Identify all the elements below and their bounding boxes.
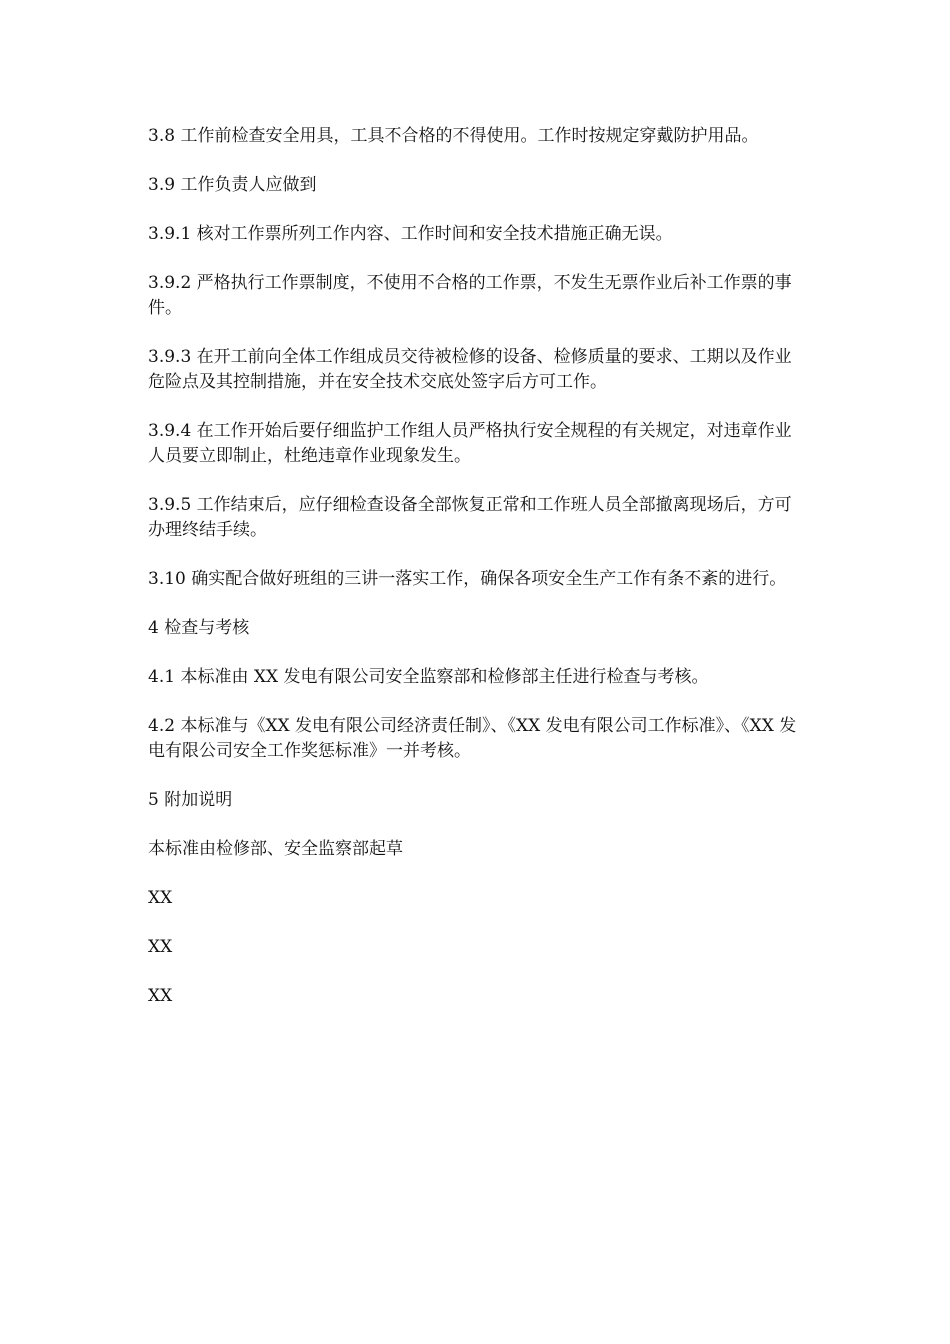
clause-3-9-1: 3.9.1 核对工作票所列工作内容、工作时间和安全技术措施正确无误。 — [148, 224, 673, 244]
clause-3-9-5: 3.9.5 工作结束后，应仔细检查设备全部恢复正常和工作班人员全部撤离现场后，方可办理终结手续。 — [148, 495, 792, 540]
section-5-heading: 5 附加说明 — [148, 790, 233, 810]
clause-3-8: 3.8 工作前检查安全用具，工具不合格的不得使用。工作时按规定穿戴防护用品。 — [148, 126, 759, 146]
clause-4-1: 4.1 本标准由 XX 发电有限公司安全监察部和检修部主任进行检查与考核。 — [148, 667, 709, 687]
clause-3-9-heading: 3.9 工作负责人应做到 — [148, 175, 317, 195]
document-body — [148, 124, 808, 1033]
signature-line-2: XX — [148, 937, 173, 957]
signature-line-1: XX — [148, 888, 173, 908]
clause-3-9-3: 3.9.3 在开工前向全体工作组成员交待被检修的设备、检修质量的要求、工期以及作业危险点及其控制措施，并在安全技术交底处签字后方可工作。 — [148, 347, 792, 392]
clause-4-2: 4.2 本标准与《XX 发电有限公司经济责任制》、《XX 发电有限公司工作标准》、《XX 发电有限公司安全工作奖惩标准》一并考核。 — [148, 716, 797, 761]
clause-3-10: 3.10 确实配合做好班组的三讲一落实工作，确保各项安全生产工作有条不紊的进行。 — [148, 569, 787, 589]
section-4-heading: 4 检查与考核 — [148, 618, 250, 638]
drafting-note: 本标准由检修部、安全监察部起草 — [148, 839, 403, 859]
clause-3-9-2: 3.9.2 严格执行工作票制度，不使用不合格的工作票，不发生无票作业后补工作票的事件。 — [148, 273, 792, 318]
signature-line-3: XX — [148, 986, 173, 1006]
clause-3-9-4: 3.9.4 在工作开始后要仔细监护工作组人员严格执行安全规程的有关规定，对违章作业人员要立即制止，杜绝违章作业现象发生。 — [148, 421, 792, 466]
